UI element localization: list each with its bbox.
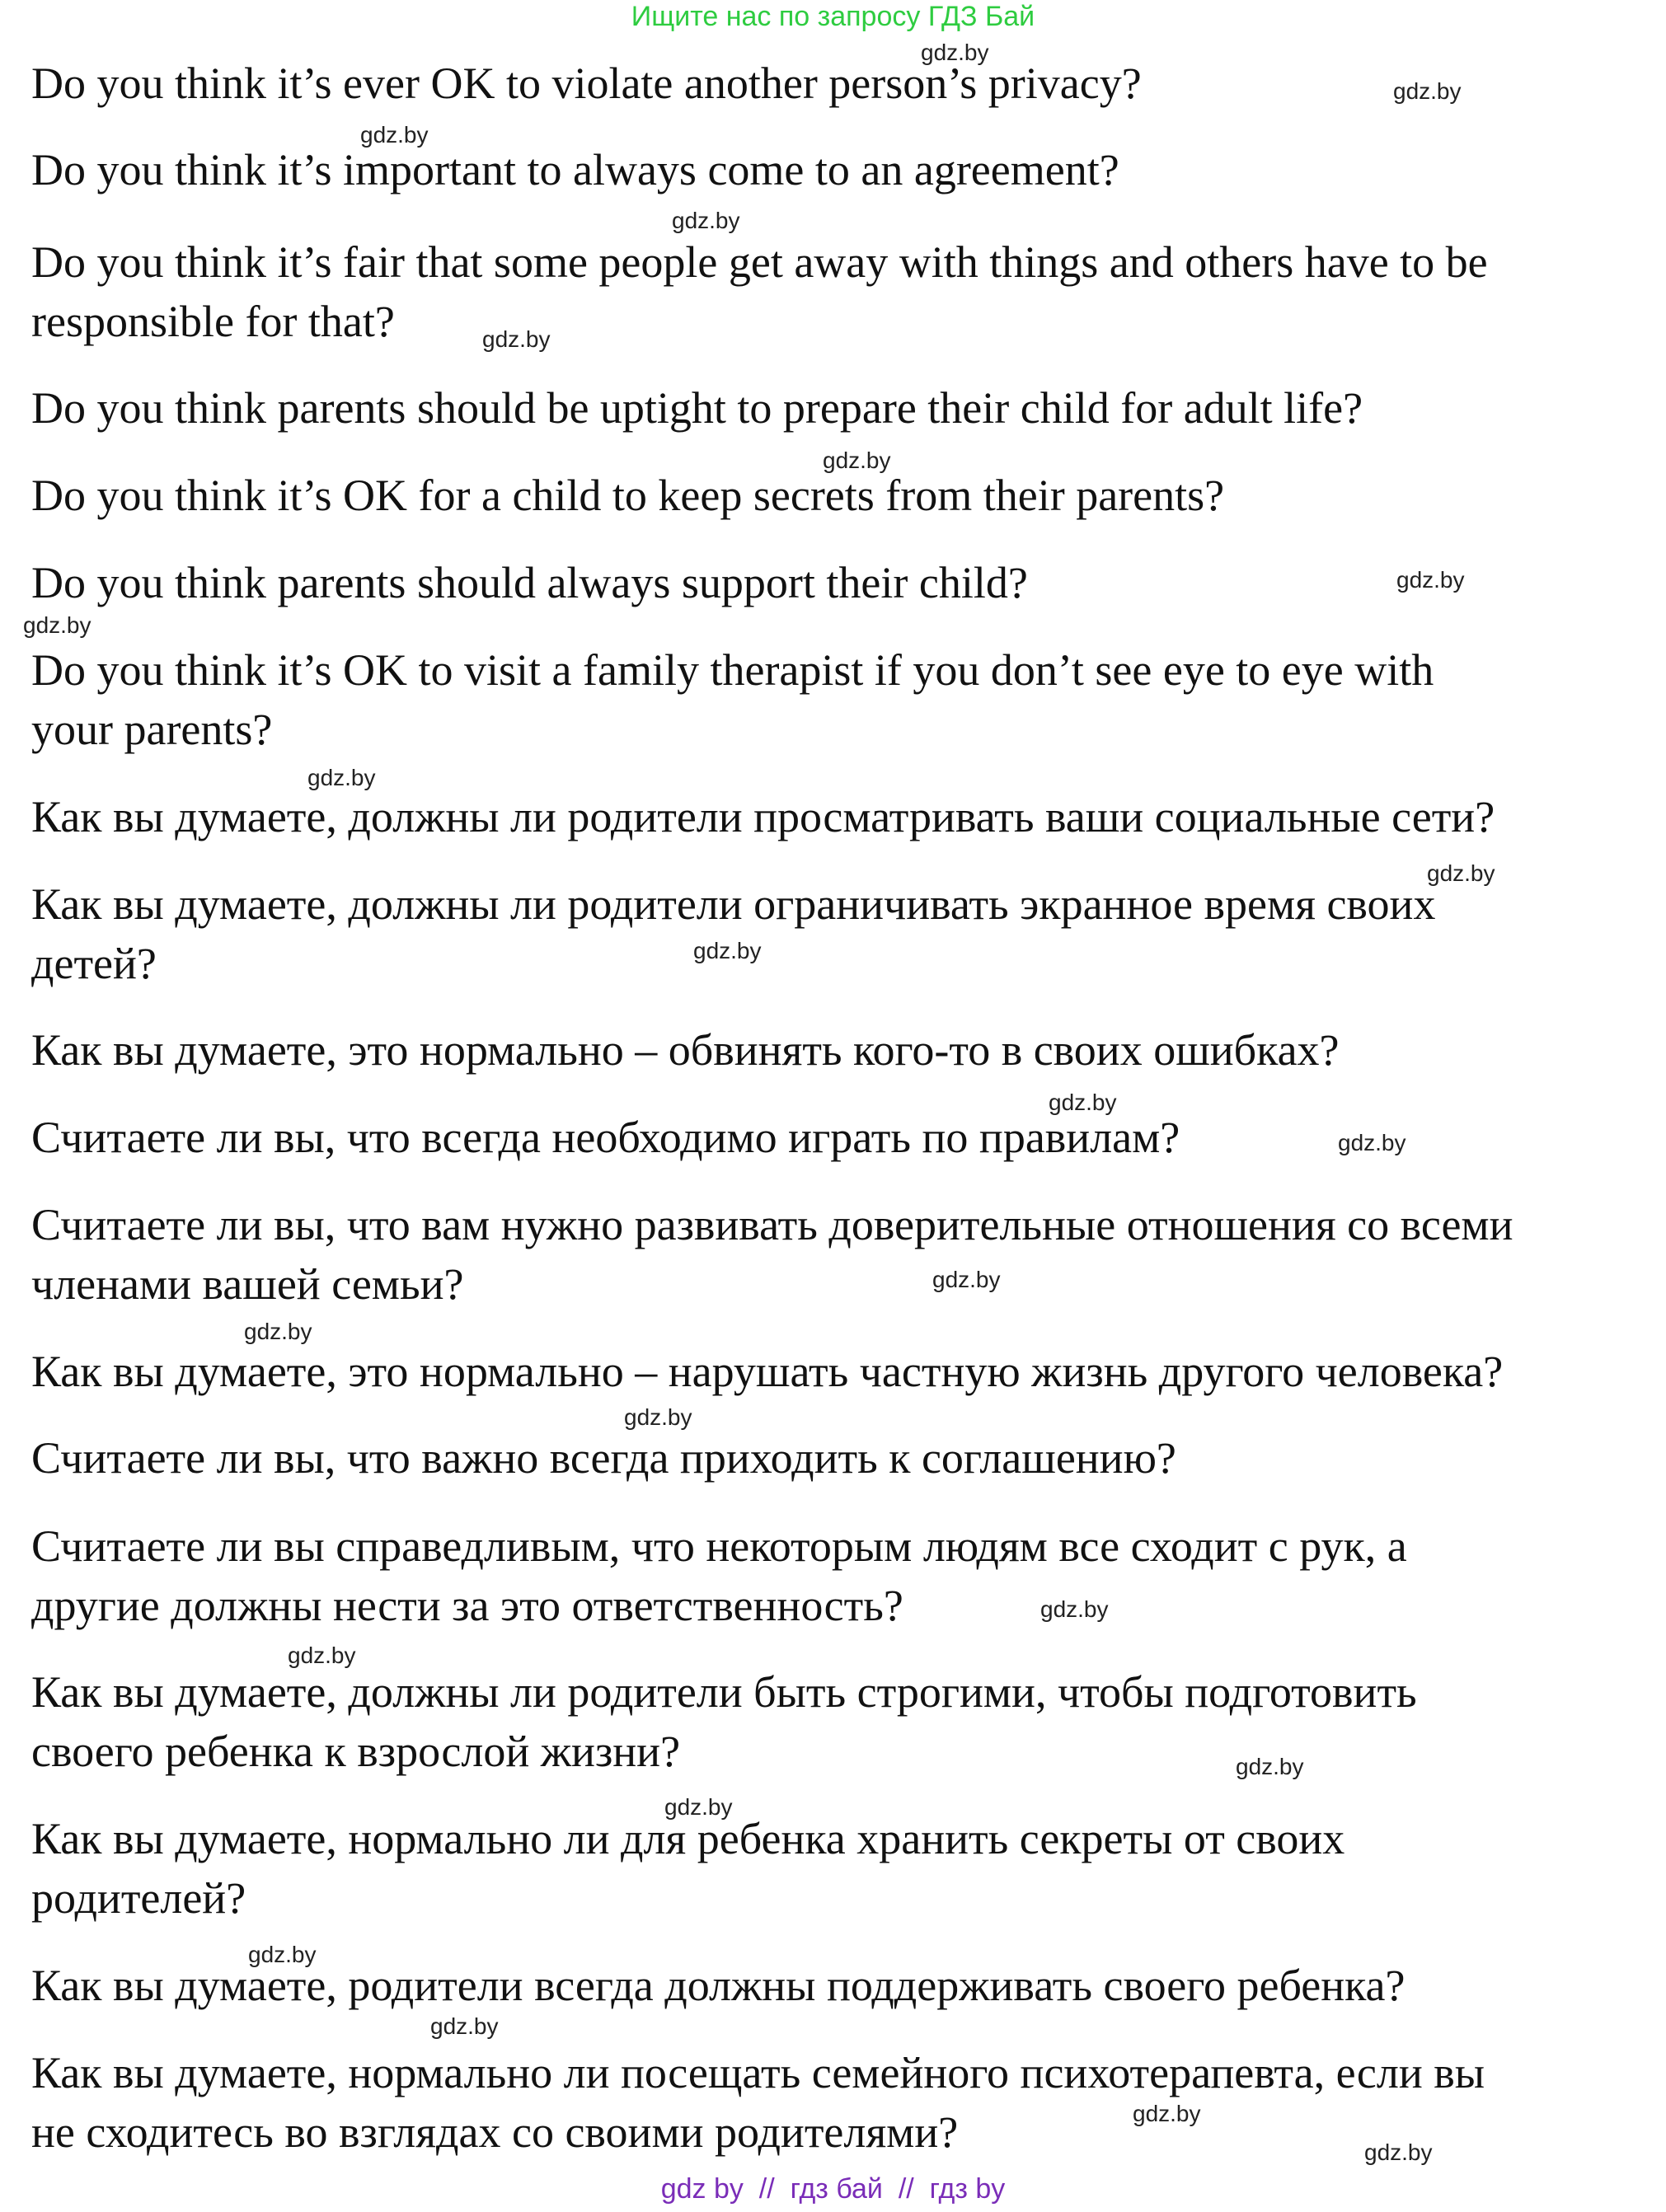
watermark: gdz.by [307, 765, 376, 790]
watermark: gdz.by [693, 938, 762, 963]
question-13: Как вы думаете, это нормально – нарушать частную жизнь другого человека? [31, 1347, 1504, 1396]
site-footer-text: gdz by // гдз бай // гдз by [660, 2173, 1006, 2205]
question-3: Do you think it’s fair that some people get away with things and others have to be responsible for that? [31, 237, 1488, 346]
question-18: Как вы думаете, родители всегда должны поддерживать своего ребенка? [31, 1961, 1406, 2010]
watermark: gdz.by [244, 1319, 312, 1344]
question-11: Считаете ли вы, что всегда необходимо играть по правилам? [31, 1113, 1180, 1162]
question-4: Do you think parents should be uptight to prepare their child for adult life? [31, 383, 1363, 433]
watermark: gdz.by [1338, 1130, 1406, 1155]
watermark: gdz.by [624, 1404, 692, 1430]
question-10: Как вы думаете, это нормально – обвинять кого-то в своих ошибках? [31, 1025, 1340, 1075]
watermark: gdz.by [288, 1643, 356, 1668]
watermark: gdz.by [921, 40, 989, 65]
question-12: Считаете ли вы, что вам нужно развивать доверительные отношения со всеми членами вашей семьи? [31, 1200, 1513, 1309]
watermark: gdz.by [1427, 860, 1495, 886]
watermark: gdz.by [664, 1794, 733, 1820]
watermark: gdz.by [1040, 1596, 1109, 1622]
watermark: gdz.by [672, 208, 740, 233]
question-19: Как вы думаете, нормально ли посещать семейного психотерапевта, если вы не сходитесь во взглядах со своими родителями? [31, 2048, 1485, 2157]
watermark: gdz.by [1364, 2139, 1433, 2165]
question-7: Do you think it’s OK to visit a family therapist if you don’t see eye to eye with your parents? [31, 645, 1434, 754]
question-6: Do you think parents should always support their child? [31, 558, 1028, 607]
question-2: Do you think it’s important to always come to an agreement? [31, 145, 1119, 194]
question-16: Как вы думаете, должны ли родители быть строгими, чтобы подготовить своего ребенка к взрослой жизни? [31, 1667, 1417, 1776]
watermark: gdz.by [482, 326, 551, 352]
question-8: Как вы думаете, должны ли родители просматривать ваши социальные сети? [31, 792, 1495, 841]
question-15: Считаете ли вы справедливым, что некоторым людям все сходит с рук, а другие должны нести за это ответственность? [31, 1521, 1407, 1630]
question-9: Как вы думаете, должны ли родители ограничивать экранное время своих детей? [31, 879, 1436, 988]
watermark: gdz.by [23, 612, 92, 638]
watermark: gdz.by [823, 448, 891, 473]
question-5: Do you think it’s OK for a child to keep secrets from their parents? [31, 471, 1225, 520]
watermark: gdz.by [1049, 1090, 1117, 1115]
watermark: gdz.by [360, 122, 429, 148]
watermark: gdz.by [1393, 78, 1462, 104]
watermark: gdz.by [932, 1267, 1001, 1292]
question-14: Считаете ли вы, что важно всегда приходить к соглашению? [31, 1433, 1176, 1483]
watermark: gdz.by [1133, 2101, 1201, 2126]
watermark: gdz.by [1236, 1754, 1304, 1779]
question-1: Do you think it’s ever OK to violate another person’s privacy? [31, 59, 1142, 108]
question-17: Как вы думаете, нормально ли для ребенка хранить секреты от своих родителей? [31, 1814, 1345, 1923]
watermark: gdz.by [430, 2013, 499, 2039]
watermark: gdz.by [248, 1942, 317, 1967]
site-header-text: Ищите нас по запросу ГДЗ Бай [631, 1, 1035, 32]
watermark: gdz.by [1396, 567, 1465, 593]
